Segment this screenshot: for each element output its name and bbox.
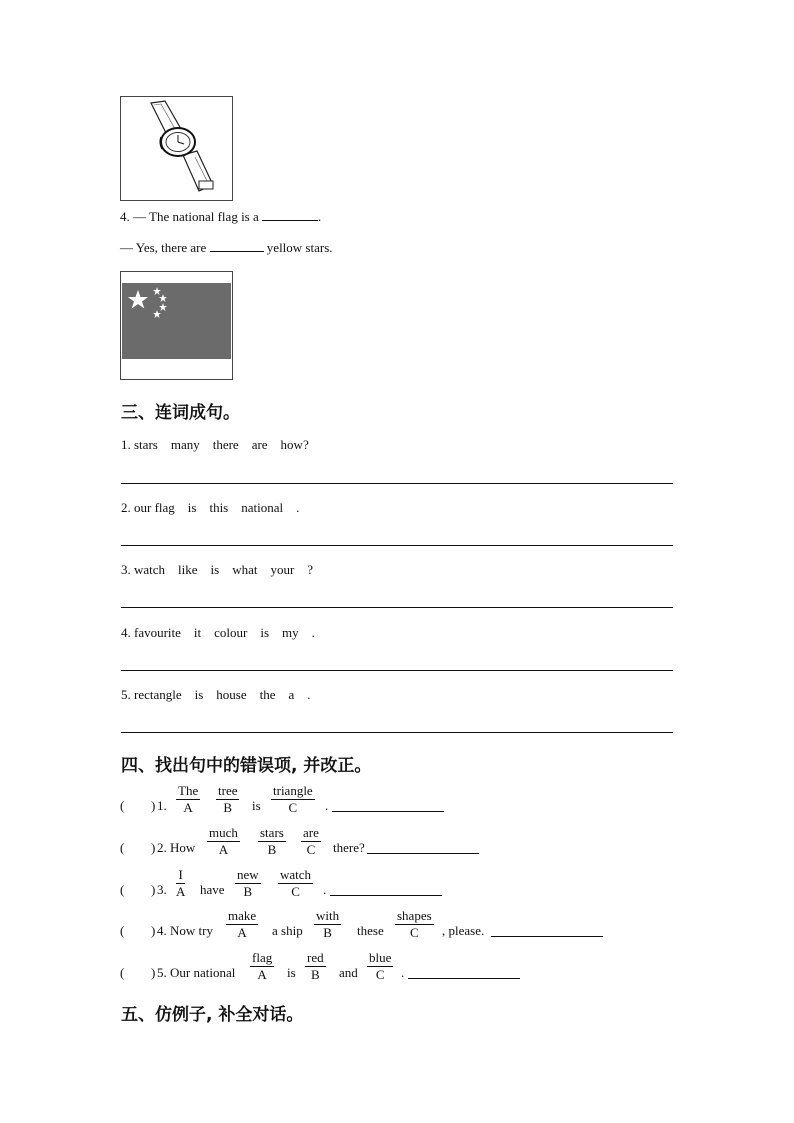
answer-slot[interactable]: ) [151,882,156,897]
q4-blank-1[interactable] [262,209,318,221]
answer-line-5[interactable] [121,732,673,733]
wristwatch-icon [121,97,232,200]
sentence-word: and [339,965,358,980]
option-a[interactable]: much A [209,825,238,857]
option-b[interactable]: with B [316,908,340,940]
section3-item-4: 4. favourite it colour is my . [121,625,315,640]
q4-line1-text: 4. — The national flag is a [120,209,259,224]
answer-slot[interactable]: ) [151,798,156,813]
q4-line2-end: yellow stars. [266,240,333,255]
item-number: 3. [157,882,167,897]
section3-item-1: 1. stars many there are how? [121,437,309,452]
sentence-word: have [200,882,225,897]
section4-item-2 [120,825,680,871]
q4-line2 [120,240,333,256]
correction-line[interactable] [332,811,444,812]
sentence-word: is [287,965,296,980]
option-c[interactable]: triangle C [273,783,313,815]
section3-title: 三、连词成句。 [121,403,240,423]
sentence-word: these [357,923,384,938]
correction-line[interactable] [408,978,520,979]
item-number: 2. How [157,840,196,855]
q4-blank-2[interactable] [210,240,264,252]
paren-open: ( [120,798,125,813]
option-a[interactable]: flag A [252,950,273,982]
paren-open: ( [120,923,125,938]
option-b[interactable]: tree B [218,783,238,815]
answer-slot[interactable]: ) [151,965,156,980]
paren-open: ( [120,965,125,980]
option-b[interactable]: red B [307,950,324,982]
sentence-end: there? [333,840,365,855]
q4-line1-end: . [318,209,322,224]
sentence-word: is [252,798,261,813]
option-c[interactable]: shapes C [397,908,432,940]
sentence-end: . [325,798,329,813]
option-c[interactable]: watch C [280,867,312,899]
correction-line[interactable] [491,936,603,937]
option-a[interactable]: make A [228,908,257,940]
answer-slot[interactable]: ) [151,923,156,938]
section4-item-1 [120,783,680,829]
watch-image [120,96,233,201]
sentence-word: a ship [272,923,303,938]
option-a[interactable]: The A [178,783,199,815]
section4-item-4 [120,908,680,954]
sentence-end: . [323,882,327,897]
section3-item-3: 3. watch like is what your ? [121,562,314,577]
section4-item-5 [120,950,680,996]
q4-line1 [120,209,321,225]
sentence-end: , please. [442,923,485,938]
answer-line-3[interactable] [121,607,673,608]
option-b[interactable]: stars B [260,825,284,857]
section3-item-5: 5. rectangle is house the a . [121,687,311,702]
sentence-end: . [401,965,405,980]
answer-line-2[interactable] [121,545,673,546]
item-number: 5. Our national [157,965,236,980]
section4-item-3 [120,867,680,913]
flag-image [120,271,233,380]
correction-line[interactable] [330,895,442,896]
answer-slot[interactable]: ) [151,840,156,855]
paren-open: ( [120,882,125,897]
answer-line-4[interactable] [121,670,673,671]
option-c[interactable]: are C [303,825,319,857]
option-c[interactable]: blue C [369,950,392,982]
correction-line[interactable] [367,853,479,854]
section5-title: 五、仿例子, 补全对话。 [121,1005,304,1025]
option-a[interactable]: I A [176,867,186,899]
flag-icon [121,272,232,379]
paren-open: ( [120,840,125,855]
item-number: 1. [157,798,167,813]
item-number: 4. Now try [157,923,213,938]
answer-line-1[interactable] [121,483,673,484]
section4-title: 四、找出句中的错误项, 并改正。 [121,756,372,776]
option-b[interactable]: new B [237,867,259,899]
q4-line2-text: — Yes, there are [120,240,207,255]
section3-item-2: 2. our flag is this national . [121,500,300,515]
